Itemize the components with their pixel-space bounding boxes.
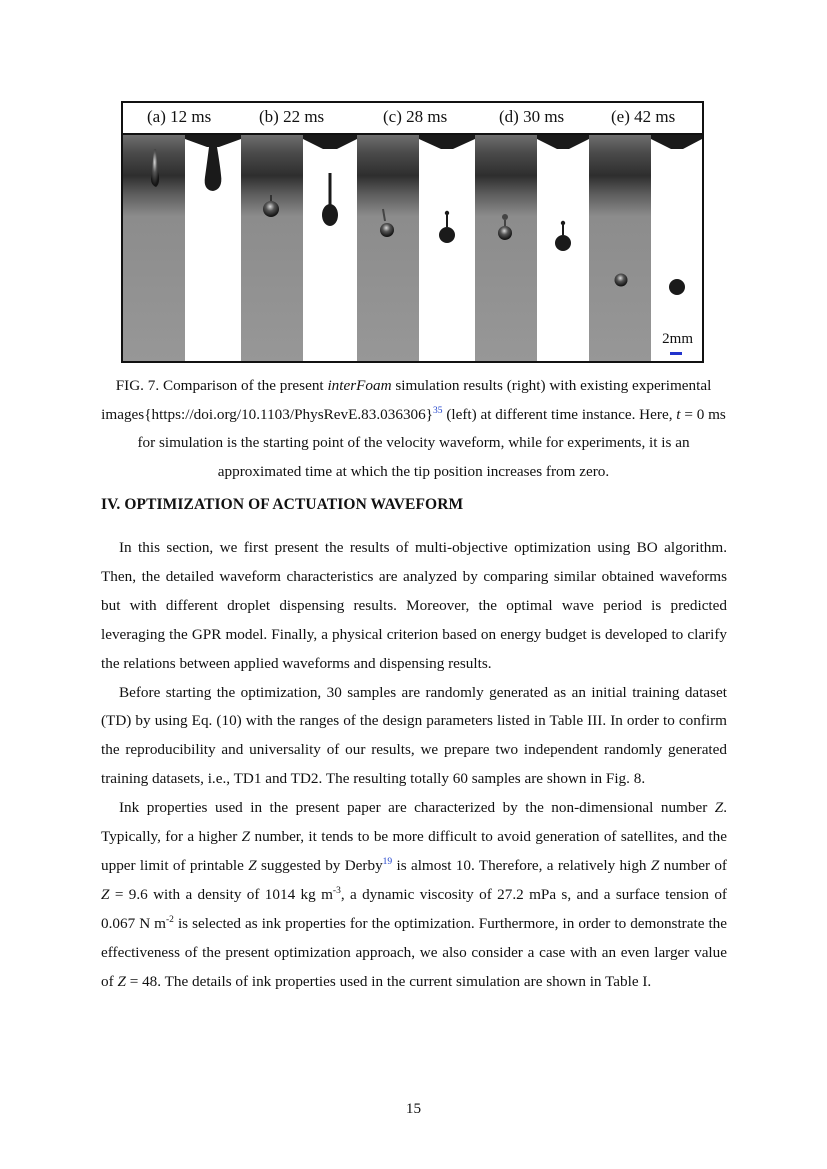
figure-7 xyxy=(121,101,704,363)
caption-text: simulation results (right) with existing experimental images{ xyxy=(101,377,712,423)
experiment-strip-d xyxy=(475,135,537,361)
simulation-strip-b xyxy=(303,135,357,361)
droplet-comparison-image xyxy=(123,135,702,361)
simulation-strip-e xyxy=(651,135,702,361)
derby-reference-link[interactable]: 19 xyxy=(382,856,393,867)
simulation-droplet-c xyxy=(439,227,455,243)
caption-software-name: interFoam xyxy=(327,377,392,394)
experiment-strip-e xyxy=(589,135,651,361)
section-body xyxy=(101,534,727,997)
figure-image-strips xyxy=(123,135,702,361)
panel-label-a: (a) 12 ms xyxy=(147,107,212,126)
experiment-droplet-d xyxy=(498,226,512,240)
caption-doi-link[interactable]: https://doi.org/10.1103/PhysRevE.83.036306 xyxy=(151,405,426,423)
simulation-droplet-b xyxy=(322,204,338,226)
experiment-strip-b xyxy=(241,135,303,361)
scale-bar-label: 2mm xyxy=(662,331,693,347)
caption-text: } xyxy=(425,405,434,423)
caption-text: (left) at different time instance. Here, xyxy=(442,405,677,423)
figure-panel-labels xyxy=(123,103,702,135)
paragraph-3: Ink properties used in the present paper are characterized by the non-dimensional number Z. Typically, for a higher Z number, it tends to be more difficult to avoid generation of satellites, and the upper limit of printable Z suggested by Derby$^{19}$ is almost 10. Therefore, a relatively high Z number of Z = 9.6 with a density of 1014 kg $m^{-3}$, a dynamic viscosity of 27.2 mPa s, and a surface tension of 0.067 N $m^{-2}$ is selected as ink properties for the optimization. Furthermore, in order to demonstrate the effectiveness of the present optimization approach, we also consider a case with an even larger value of Z = 48. The details of ink properties used in the current simulation are shown in Table I. xyxy=(101,799,728,990)
panel-label-c: (c) 28 ms xyxy=(383,107,448,126)
simulation-droplet-d xyxy=(555,235,571,251)
panel-label-d: (d) 30 ms xyxy=(499,107,565,126)
simulation-strip-c xyxy=(419,135,475,361)
scale-bar xyxy=(670,352,682,355)
panel-label-b: (b) 22 ms xyxy=(259,107,325,126)
experiment-droplet-b xyxy=(263,201,279,217)
caption-reference-link: 35 xyxy=(433,405,443,416)
simulation-droplet-e xyxy=(669,279,685,295)
figure-caption xyxy=(100,372,727,486)
section-heading: IV. OPTIMIZATION OF ACTUATION WAVEFORM xyxy=(101,496,464,513)
experiment-droplet-e xyxy=(615,274,628,287)
paragraph-2: Before starting the optimization, 30 samples are randomly generated as an initial training dataset (TD) by using Eq. (10) with the ranges of the design parameters listed in Table III. In order to confirm the reproducibility and universality of our results, we prepare two independent randomly generated training datasets, i.e., TD1 and TD2. The resulting totally 60 samples are shown in Fig. 8. xyxy=(101,683,727,788)
panel-label-e: (e) 42 ms xyxy=(611,107,676,126)
experiment-droplet-c xyxy=(380,223,394,237)
paragraph-1: In this section, we first present the results of multi-objective optimization using BO algorithm. Then, the detailed waveform characteristics are analyzed by comparing similar obtained waveforms but with different droplet dispensing results. Moreover, the optimal wave period is predicted leveraging the GPR model. Finally, a physical criterion based on energy budget is developed to clarify the relations between applied waveforms and dispensing results. xyxy=(101,539,727,672)
caption-text: = 0 ms for simulation is the starting point of the velocity waveform, while for experiments, it is an approximated time at which the tip position increases from zero. xyxy=(137,405,726,480)
caption-time-variable: t xyxy=(676,405,681,423)
experiment-strip-c xyxy=(357,135,419,361)
caption-text: FIG. 7. Comparison of the present xyxy=(115,377,328,394)
page-number: 15 xyxy=(405,1100,422,1117)
